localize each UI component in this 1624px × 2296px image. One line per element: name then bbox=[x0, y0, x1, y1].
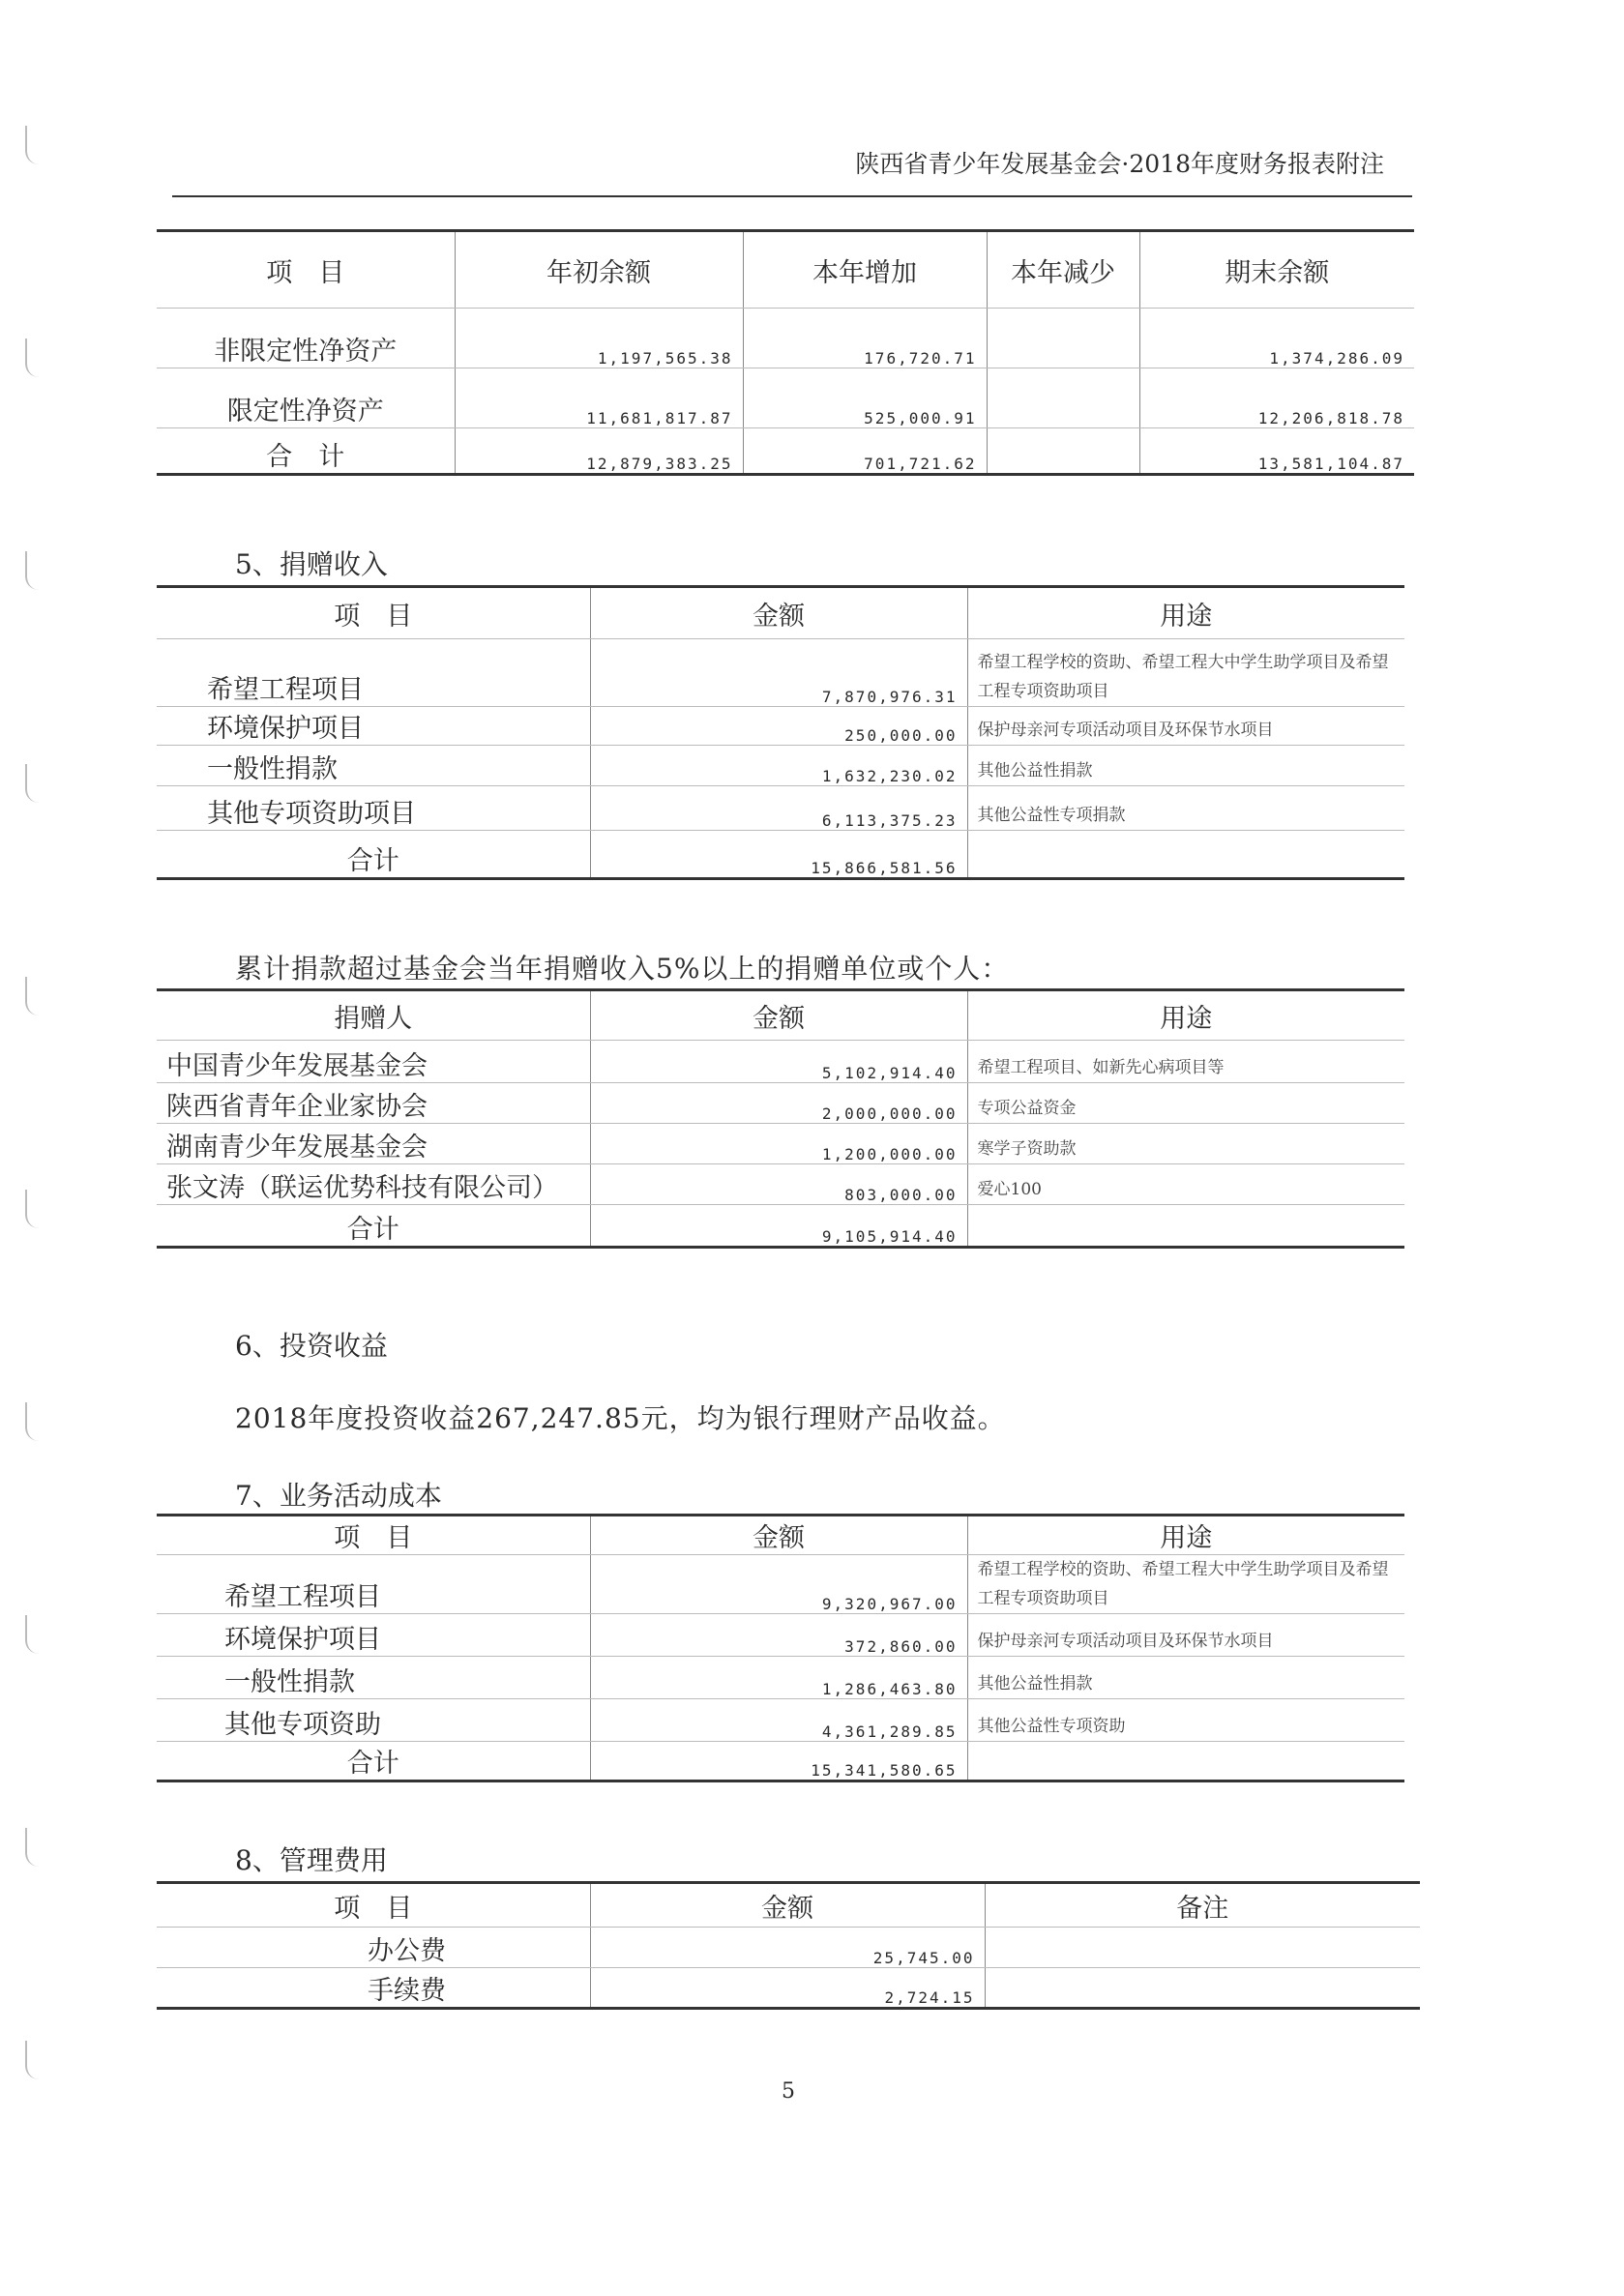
usage-note: 专项公益资金 bbox=[967, 1083, 1404, 1124]
cell-value bbox=[987, 428, 1139, 475]
table-row bbox=[157, 1164, 1404, 1205]
cell-value: 9,320,967.00 bbox=[590, 1555, 967, 1614]
col-header: 用途 bbox=[967, 587, 1404, 639]
table-header-row bbox=[157, 1516, 1404, 1555]
col-header: 项 目 bbox=[157, 587, 590, 639]
cell-value: 1,197,565.38 bbox=[455, 309, 743, 368]
cell-value bbox=[987, 309, 1139, 368]
row-label: 希望工程项目 bbox=[157, 639, 590, 707]
table-row bbox=[157, 639, 1404, 707]
cell-value: 701,721.62 bbox=[743, 428, 987, 475]
cell-value: 2,000,000.00 bbox=[590, 1083, 967, 1124]
punch-hole-mark bbox=[25, 551, 41, 590]
investment-income-text: 2018年度投资收益267,247.85元，均为银行理财产品收益。 bbox=[235, 1402, 1006, 1434]
usage-note bbox=[967, 1742, 1404, 1781]
table-header-row bbox=[157, 990, 1404, 1041]
usage-note: 希望工程项目、如新先心病项目等 bbox=[967, 1041, 1404, 1083]
usage-note bbox=[967, 1205, 1404, 1248]
row-label: 希望工程项目 bbox=[157, 1555, 590, 1614]
table-row bbox=[157, 1968, 1420, 2009]
row-label: 合 计 bbox=[157, 428, 455, 475]
cell-value: 1,286,463.80 bbox=[590, 1657, 967, 1699]
row-label: 合计 bbox=[157, 831, 590, 879]
usage-note: 寒学子资助款 bbox=[967, 1124, 1404, 1164]
col-header: 备注 bbox=[985, 1883, 1420, 1928]
cell-value: 1,374,286.09 bbox=[1139, 309, 1414, 368]
cell-value: 525,000.91 bbox=[743, 368, 987, 428]
col-header: 金额 bbox=[590, 587, 967, 639]
col-header: 项 目 bbox=[157, 231, 455, 309]
remark-cell bbox=[985, 1928, 1420, 1968]
punch-hole-mark bbox=[25, 1190, 41, 1228]
section-heading: 8、管理费用 bbox=[235, 1844, 388, 1876]
punch-hole-mark bbox=[25, 1615, 41, 1654]
cell-value: 13,581,104.87 bbox=[1139, 428, 1414, 475]
cell-value: 12,879,383.25 bbox=[455, 428, 743, 475]
col-header: 本年增加 bbox=[743, 231, 987, 309]
usage-note: 保护母亲河专项活动项目及环保节水项目 bbox=[967, 1614, 1404, 1657]
row-label: 一般性捐款 bbox=[157, 1657, 590, 1699]
col-header: 用途 bbox=[967, 1516, 1404, 1555]
cell-value: 803,000.00 bbox=[590, 1164, 967, 1205]
table-row bbox=[157, 786, 1404, 831]
col-header: 项 目 bbox=[157, 1516, 590, 1555]
row-label: 环境保护项目 bbox=[157, 707, 590, 746]
row-label: 非限定性净资产 bbox=[157, 309, 455, 368]
col-header: 年初余额 bbox=[455, 231, 743, 309]
punch-hole-mark bbox=[25, 2041, 41, 2079]
row-label: 其他专项资助 bbox=[157, 1699, 590, 1742]
col-header: 金额 bbox=[590, 1516, 967, 1555]
usage-note: 其他公益性专项捐款 bbox=[967, 786, 1404, 831]
table-header-row bbox=[157, 587, 1404, 639]
col-header: 用途 bbox=[967, 990, 1404, 1041]
donation-income-table bbox=[157, 585, 1404, 880]
row-label: 其他专项资助项目 bbox=[157, 786, 590, 831]
row-label: 合计 bbox=[157, 1742, 590, 1781]
section-heading: 6、投资收益 bbox=[235, 1330, 388, 1362]
punch-hole-mark bbox=[25, 339, 41, 377]
col-header: 金额 bbox=[590, 990, 967, 1041]
cell-value: 2,724.15 bbox=[590, 1968, 985, 2009]
page-number: 5 bbox=[782, 2079, 795, 2104]
col-header: 捐赠人 bbox=[157, 990, 590, 1041]
table-row bbox=[157, 746, 1404, 786]
page-header-title: 陕西省青少年发展基金会·2018年度财务报表附注 bbox=[855, 150, 1384, 178]
table-row bbox=[157, 309, 1414, 368]
table-total-row bbox=[157, 1742, 1404, 1781]
usage-note: 爱心100 bbox=[967, 1164, 1404, 1205]
table-row bbox=[157, 1928, 1420, 1968]
table-row bbox=[157, 1657, 1404, 1699]
row-label: 办公费 bbox=[157, 1928, 590, 1968]
row-label: 限定性净资产 bbox=[157, 368, 455, 428]
table-row bbox=[157, 1124, 1404, 1164]
row-label: 陕西省青年企业家协会 bbox=[157, 1083, 590, 1124]
table-row bbox=[157, 1699, 1404, 1742]
usage-note: 希望工程学校的资助、希望工程大中学生助学项目及希望工程专项资助项目 bbox=[967, 639, 1404, 707]
table-row bbox=[157, 707, 1404, 746]
punch-hole-mark bbox=[25, 126, 41, 164]
table-row bbox=[157, 368, 1414, 428]
cell-value: 9,105,914.40 bbox=[590, 1205, 967, 1248]
usage-note: 其他公益性捐款 bbox=[967, 1657, 1404, 1699]
cell-value: 15,866,581.56 bbox=[590, 831, 967, 879]
col-header: 期末余额 bbox=[1139, 231, 1414, 309]
table-total-row bbox=[157, 831, 1404, 879]
cell-value: 12,206,818.78 bbox=[1139, 368, 1414, 428]
table-row bbox=[157, 1041, 1404, 1083]
row-label: 中国青少年发展基金会 bbox=[157, 1041, 590, 1083]
usage-note: 其他公益性专项资助 bbox=[967, 1699, 1404, 1742]
punch-hole-mark bbox=[25, 764, 41, 803]
major-donors-table bbox=[157, 988, 1404, 1249]
cell-value: 5,102,914.40 bbox=[590, 1041, 967, 1083]
punch-hole-mark bbox=[25, 977, 41, 1016]
cell-value: 6,113,375.23 bbox=[590, 786, 967, 831]
table-header-row bbox=[157, 231, 1414, 309]
table-header-row bbox=[157, 1883, 1420, 1928]
cell-value: 250,000.00 bbox=[590, 707, 967, 746]
business-cost-table bbox=[157, 1514, 1404, 1782]
net-assets-table bbox=[157, 229, 1414, 476]
cell-value: 25,745.00 bbox=[590, 1928, 985, 1968]
row-label: 一般性捐款 bbox=[157, 746, 590, 786]
section-heading: 5、捐赠收入 bbox=[235, 548, 388, 580]
donors-intro: 累计捐款超过基金会当年捐赠收入5%以上的捐赠单位或个人： bbox=[235, 953, 1010, 985]
remark-cell bbox=[985, 1968, 1420, 2009]
punch-hole-mark bbox=[25, 1828, 41, 1867]
row-label: 手续费 bbox=[157, 1968, 590, 2009]
section-heading: 7、业务活动成本 bbox=[235, 1480, 442, 1512]
col-header: 本年减少 bbox=[987, 231, 1139, 309]
table-total-row bbox=[157, 428, 1414, 475]
table-row bbox=[157, 1083, 1404, 1124]
cell-value: 176,720.71 bbox=[743, 309, 987, 368]
table-total-row bbox=[157, 1205, 1404, 1248]
cell-value: 15,341,580.65 bbox=[590, 1742, 967, 1781]
punch-hole-mark bbox=[25, 1402, 41, 1441]
cell-value: 11,681,817.87 bbox=[455, 368, 743, 428]
row-label: 张文涛（联运优势科技有限公司） bbox=[157, 1164, 590, 1205]
usage-note: 保护母亲河专项活动项目及环保节水项目 bbox=[967, 707, 1404, 746]
management-expense-table bbox=[157, 1881, 1420, 2010]
row-label: 环境保护项目 bbox=[157, 1614, 590, 1657]
table-row bbox=[157, 1555, 1404, 1614]
table-row bbox=[157, 1614, 1404, 1657]
cell-value bbox=[987, 368, 1139, 428]
cell-value: 1,200,000.00 bbox=[590, 1124, 967, 1164]
usage-note: 其他公益性捐款 bbox=[967, 746, 1404, 786]
row-label: 合计 bbox=[157, 1205, 590, 1248]
cell-value: 372,860.00 bbox=[590, 1614, 967, 1657]
col-header: 项 目 bbox=[157, 1883, 590, 1928]
cell-value: 4,361,289.85 bbox=[590, 1699, 967, 1742]
usage-note bbox=[967, 831, 1404, 879]
col-header: 金额 bbox=[590, 1883, 985, 1928]
header-rule bbox=[172, 195, 1412, 197]
cell-value: 7,870,976.31 bbox=[590, 639, 967, 707]
usage-note: 希望工程学校的资助、希望工程大中学生助学项目及希望工程专项资助项目 bbox=[967, 1555, 1404, 1614]
row-label: 湖南青少年发展基金会 bbox=[157, 1124, 590, 1164]
cell-value: 1,632,230.02 bbox=[590, 746, 967, 786]
